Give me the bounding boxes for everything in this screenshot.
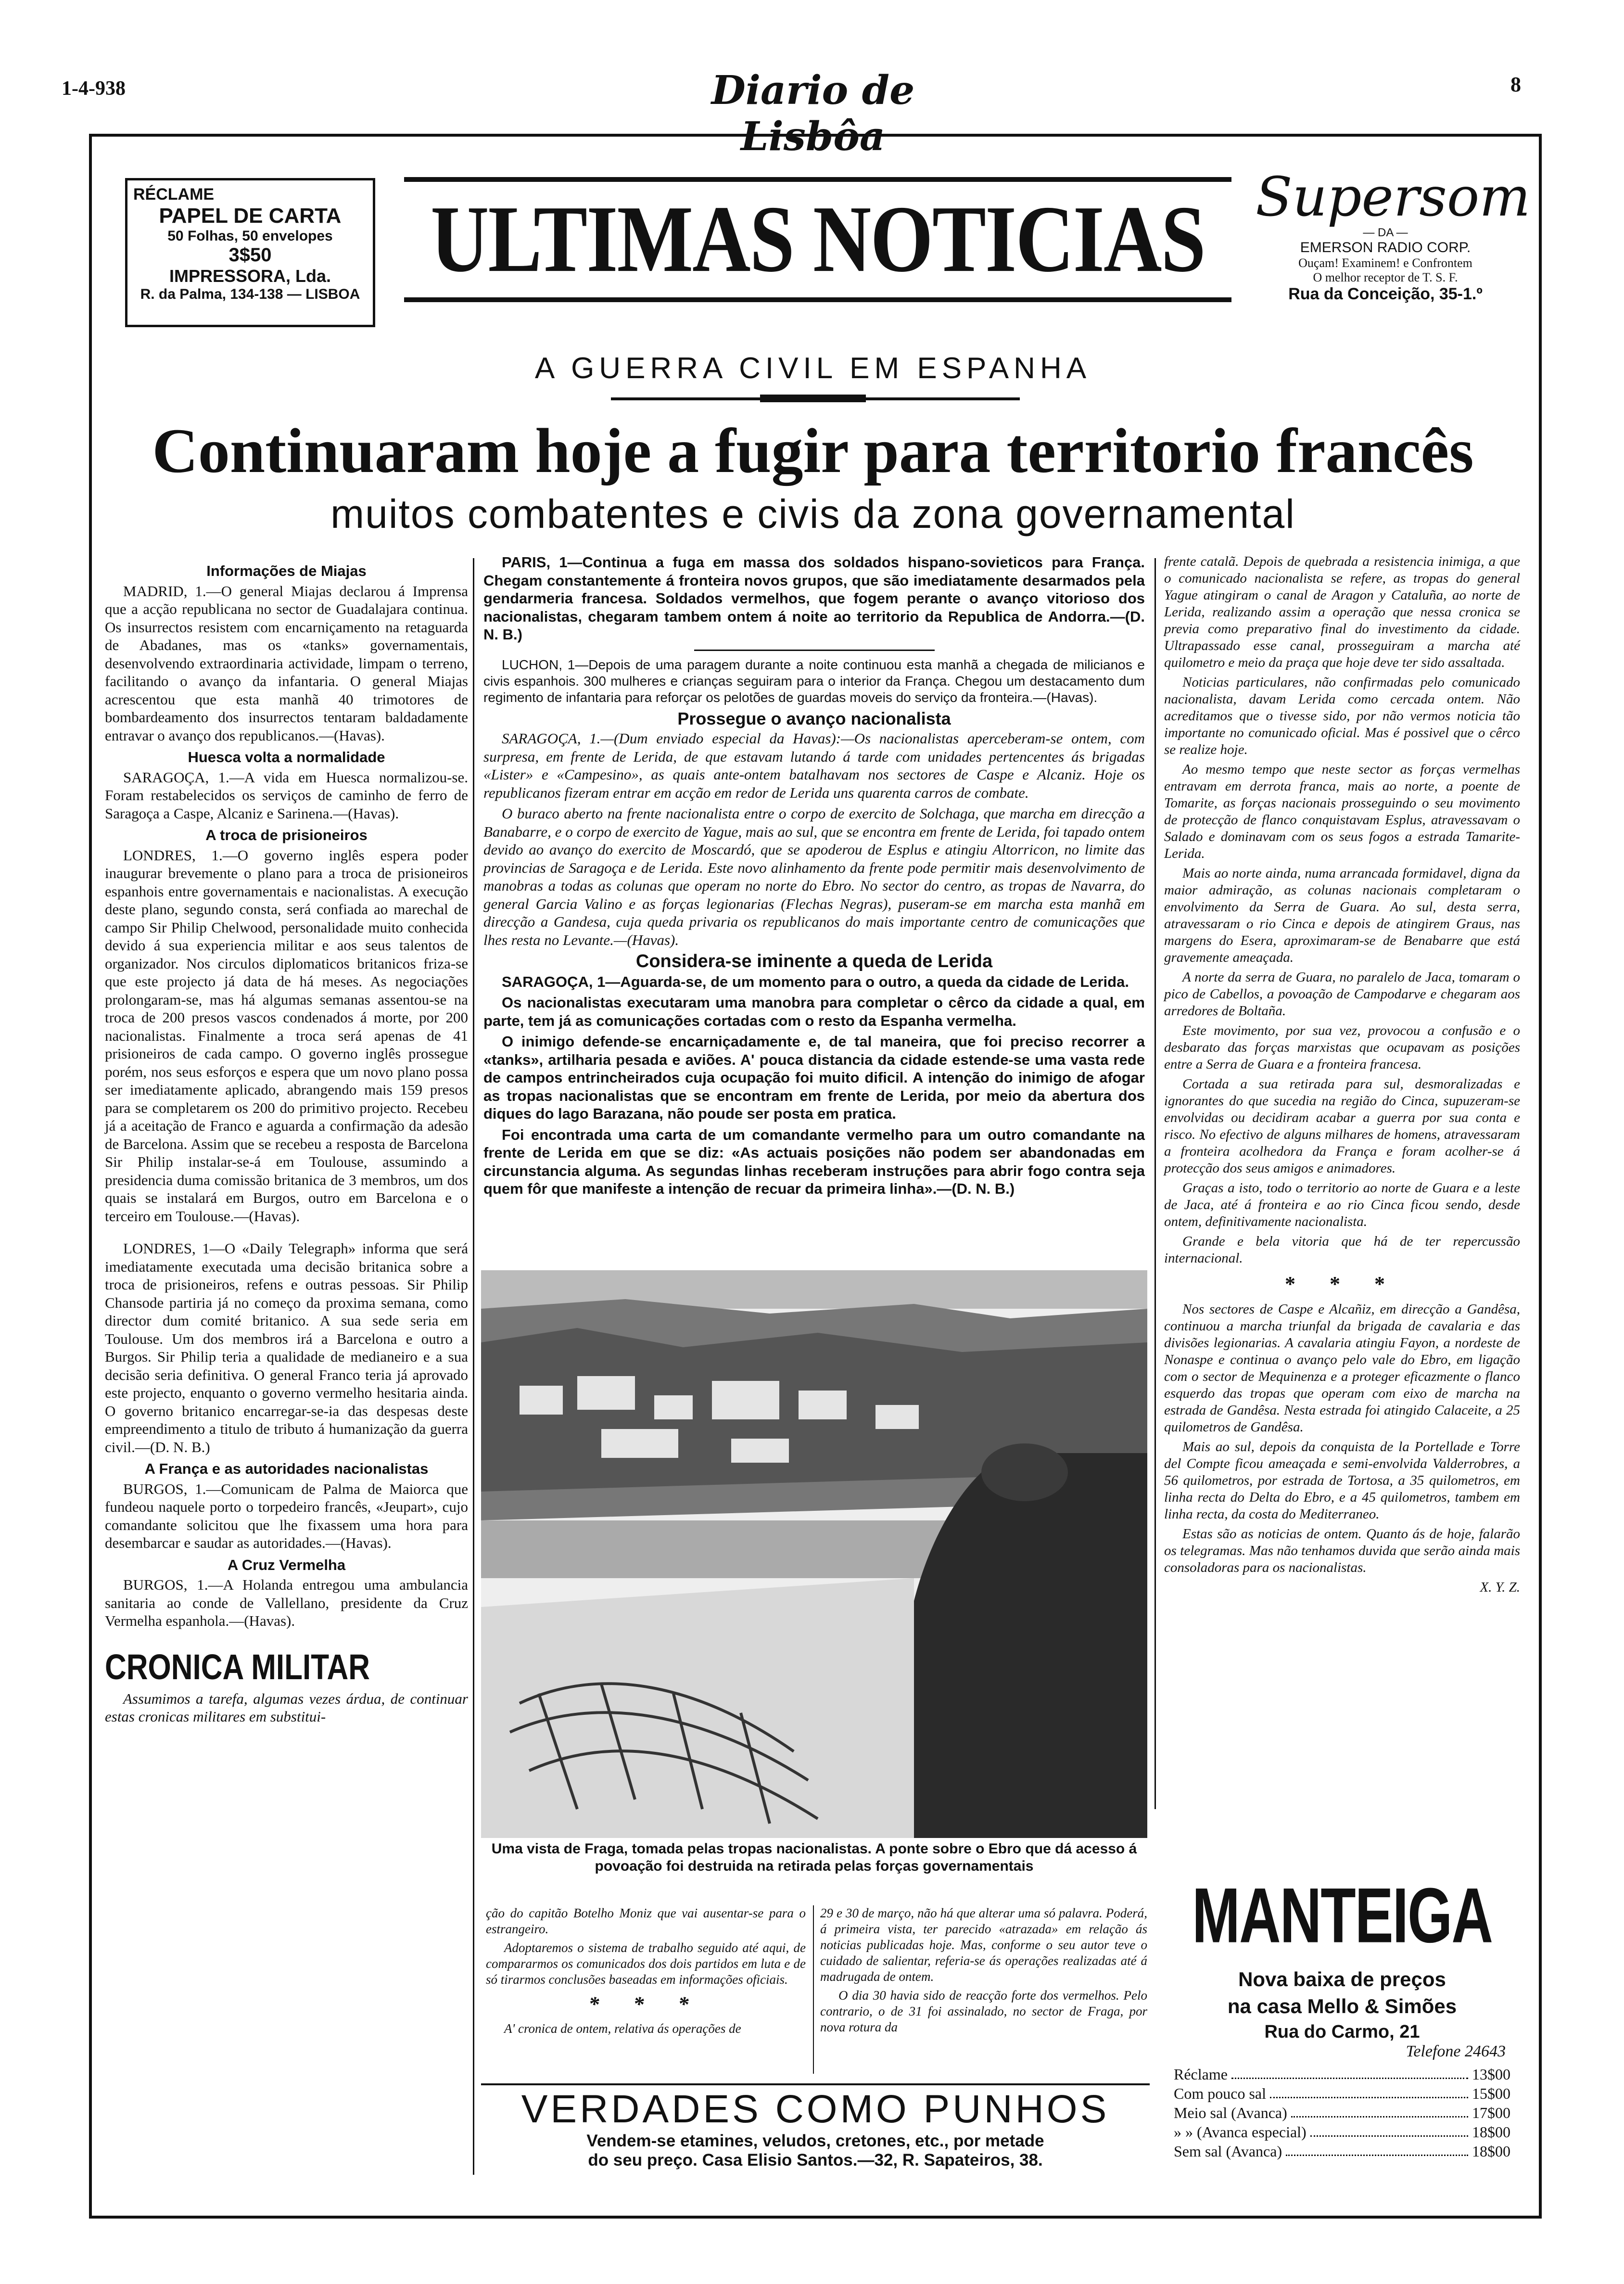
ad-supersom-brand: Supersom: [1256, 166, 1531, 229]
article-lerida-2: Os nacionalistas executaram uma manobra para completar o cêrco da cidade a qual, em parte, tem já as comunicações cortadas com o resto da Espanha vermelha.: [483, 994, 1149, 1029]
ad-papel-de-carta: [125, 178, 375, 327]
subheadline: muitos combatentes e civis da zona governamental: [330, 491, 1295, 536]
article-franca: BURGOS, 1.—Comunicam de Palma de Maiorca que fundeou naquele porto o torpedeiro francês, «Jeupart», cujo comandante solicitou que lhe fixassem uma hora para desembarcar e saudar as autoridades.—(Havas).: [105, 1480, 472, 1551]
right-p3: Ao mesmo tempo que neste sector as forças vermelhas entravam em derrota franca, mais ao norte, a poente de Tomarite, as forças nacionais prosseguindo o seu movimento de protecção de flanco conquistavam Esplus, atravessavam o Salado e dominavam com os seus fogos a estrada Tamarite-Lerida.: [1164, 762, 1524, 861]
page-date: 1-4-938: [62, 77, 126, 100]
price-item-value: 15$00: [1472, 2085, 1510, 2102]
article-cruz-vermelha: BURGOS, 1.—A Holanda entregou uma ambulancia sanitaria ao conde de Vallellano, presidente da Cruz Vermelha espanhola.—(Havas).: [105, 1576, 472, 1629]
ad-manteiga: [1164, 1867, 1520, 2175]
article-lerida-3: O inimigo defende-se encarniçadamente e, de tal maneira, que foi preciso recorrer a «tanks», artilharia pesada e aviões. A' pouca distancia da cidade estende-se uma vasta rede de campos entrincheirados cuja ocupação foi muito dificil. A intenção do inimigo de afogar as tropas nacionalistas que se encontram em frente de Lerida, por meio da abertura dos diques do lago Barazana, não poude ser posta em pratica.: [483, 1033, 1149, 1122]
right-p4: Mais ao norte ainda, numa arrancada formidavel, digna da maior admiração, as colunas nacionais completaram o envolvimento da Serra de Guara. Ao sul, desta serra, atravessaram o rio Cinca e depois de atingirem Graus, nas margens do Esera, aproximaram-se de Benabarre que está gravemente ameaçada.: [1164, 866, 1524, 965]
section-title: ULTIMAS NOTICIAS: [431, 186, 1205, 292]
ad-supersom-address: Rua da Conceição, 35-1.º: [1288, 285, 1483, 303]
price-leader: [1270, 2084, 1468, 2098]
heading-troca: A troca de prisioneiros: [205, 827, 368, 843]
ad-papel-line3: 50 Folhas, 50 envelopes: [167, 228, 333, 244]
left-column: [105, 558, 472, 2165]
price-leader: [1291, 2103, 1468, 2118]
paris-divider: [694, 650, 935, 651]
page-number: 8: [1510, 73, 1521, 96]
center-column: [483, 553, 1149, 1268]
cronica-cont-4: 29 e 30 de março, não há que alterar uma só palavra. Poderá, á primeira vista, ter parecido «atrazada» em relação ás noticias publicadas hoje. Mas, conforme o seu autor teve o cuidado de salientar, referia-se ás operações realizadas até á madrugada de ontem.: [820, 1906, 1151, 1984]
heading-cronica-militar: CRONICA MILITAR: [105, 1647, 370, 1687]
article-cronica-militar: Assumimos a tarefa, algumas vezes árdua, de continuar estas cronicas militares em substitui-: [105, 1690, 472, 1725]
section-title-box: [404, 177, 1231, 302]
photo-fraga: [481, 1270, 1147, 1838]
ad-papel-price: 3$50: [228, 244, 272, 266]
ad-papel-address: R. da Palma, 134-138 — LISBOA: [140, 286, 360, 302]
ad-verdades-line2: do seu preço. Casa Elisio Santos.—32, R. Sapateiros, 38.: [588, 2151, 1043, 2169]
article-saragoca-2: O buraco aberto na frente nacionalista entre o corpo de exercito de Solchaga, que marcha em direcção a Banabarre, e o corpo de exercito de Yague, mais ao sul, que se encontra em frente de Lerida, foi tapado ontem devido ao avanço do exercito de Moscardó, que se apoderou de Esplus e atingiu Altorricon, no limite das provincias de Saragoça e de Lerida. Este novo alinhamento da frente pode permitir mais desenvolvimento de manobras a todas as colunas que operam no norte do Ebro. No sector do centro, as tropas de Navarra, do general Garcia Valino e as forças legionarias (Flechas Negras), puseram-se em marcha esta manhã em direcção a Gandesa, cuja queda privaria os republicanos do mais importante centro de comunicações que lhes resta no Levante.—(Havas).: [483, 805, 1149, 948]
ad-verdades-line1: Vendem-se etamines, veludos, cretones, etc., por metade: [586, 2131, 1044, 2150]
price-item-name: Meio sal (Avanca): [1174, 2104, 1287, 2121]
cronica-cont-1: ção do capitão Botelho Moniz que vai ausentar-se para o estrangeiro.: [486, 1906, 809, 1936]
ad-manteiga-line3: Rua do Carmo, 21: [1264, 2022, 1420, 2042]
price-row: [1164, 2065, 1520, 2084]
price-item-value: 17$00: [1472, 2104, 1510, 2121]
bottom-center-right: [820, 1905, 1151, 2079]
ad-supersom-slogan2: O melhor receptor de T. S. F.: [1313, 270, 1458, 284]
ad-verdades: [481, 2083, 1150, 2167]
photo-caption: Uma vista de Fraga, tomada pelas tropas nacionalistas. A ponte sobre o Ebro que dá acesso á povoação foi destruida na retirada pelas forças governamentais: [491, 1841, 1137, 1874]
ad-supersom-slogan1: Ouçam! Examinem! e Confrontem: [1298, 256, 1472, 270]
cronica-cont-3: A' cronica de ontem, relativa ás operações de: [504, 2021, 741, 2036]
heading-cruz-vermelha: A Cruz Vermelha: [227, 1556, 346, 1573]
right-p5: A norte da serra de Guara, no paralelo de Jaca, tomaram o pico de Cabellos, a povoação de Campodarve e chegaram aos arredores de Boltaña.: [1164, 970, 1524, 1019]
article-troca-2: LONDRES, 1—O «Daily Telegraph» informa que será imediatamente executada uma decisão britanica sobre a troca de prisioneiros, refens e outras pessoas. Sir Philip Chansode partiria já no começo da proxima semana, como director dum comité britanico. A sua sede seria em Toulouse. Um dos membros irá a Barcelona e outro a Burgos. Sir Philip teria a qualidade de medianeiro e a sua decisão seria definitiva. O general Franco teria já aprovado este projecto, enquanto o governo vermelho hesitaria ainda. O governo britanico encarregar-se-ia das despesas deste empreendimento a titulo de tributo á humanização da guerra civil.—(D. N. B.): [105, 1240, 472, 1455]
column-divider-left: [473, 558, 474, 2175]
right-p11: Mais ao sul, depois da conquista de la Portellade e Torre del Compte ficou ameaçada e semi-envolvida Valderrobres, a 56 quilometros, por estrada de Tortosa, a 35 quilometros, em linha recta do Delta do Ebro, e a 45 quilometros, tambem em linha recta, da costa do Mediterraneo.: [1164, 1439, 1524, 1522]
article-paris: PARIS, 1—Continua a fuga em massa dos soldados hispano-sovieticos para França. Chegam constantemente á fronteira novos grupos, que são imediatamente desarmados pela gendarmeria francesa. Soldados vermelhos, que fogem perante o avanço vitorioso dos nacionalistas, chegaram tambem ontem á noite ao territorio da Republica de Andorra.—(D. N. B.): [483, 554, 1149, 643]
masthead: Diario de Lisbôa: [711, 67, 915, 160]
bottom-center-left: [486, 1905, 809, 2079]
right-p6: Este movimento, por sua vez, provocou a confusão e o desbarato das forças marxistas que ocupavam as posições entre a Serra de Guara e a fronteira francesa.: [1164, 1023, 1524, 1072]
ad-supersom: [1256, 166, 1531, 327]
price-leader: [1286, 2142, 1468, 2156]
price-item-value: 13$00: [1472, 2066, 1510, 2083]
kicker-line: A GUERRA CIVIL EM ESPANHA: [534, 352, 1091, 385]
article-lerida-4: Foi encontrada uma carta de um comandante vermelho para um outro comandante na frente de Lerida em que se diz: «As actuais posições não podem ser abandonadas em circunstancia alguma. As segundas linhas receberam instruções para abrir fogo contra seja quem fôr que manifeste a intenção de recuar da primeira linha».—(D. N. B.): [483, 1126, 1149, 1197]
ad-manteiga-line1: Nova baixa de preços: [1238, 1968, 1446, 1991]
right-p2: Noticias particulares, não confirmadas pelo comunicado nacionalista, davam Lerida como cercada ontem. Não acreditamos que o tivesse sido, por não vermos noticia tão importante no comunicado oficial. Mas é possivel que o cêrco se realize hoje.: [1164, 675, 1524, 757]
right-stars: * * *: [1285, 1272, 1399, 1296]
heading-huesca: Huesca volta a normalidade: [188, 749, 385, 766]
heading-prossegue: Prossegue o avanço nacionalista: [677, 708, 951, 728]
cronica-stars: * * *: [588, 1992, 703, 2016]
price-item-value: 18$00: [1472, 2123, 1510, 2141]
ad-verdades-title: VERDADES COMO PUNHOS: [521, 2087, 1110, 2131]
price-item-name: » » (Avanca especial): [1174, 2123, 1307, 2141]
price-row: [1164, 2084, 1520, 2103]
ad-manteiga-phone: Telefone 24643: [1406, 2042, 1506, 2060]
price-item-name: Réclame: [1174, 2066, 1228, 2083]
article-lerida-1: SARAGOÇA, 1—Aguarda-se, de um momento para o outro, a queda da cidade de Lerida.: [502, 973, 1129, 990]
cronica-cont-5: O dia 30 havia sido de reacção forte dos vermelhos. Pelo contrario, o de 31 foi assinalado, no sector de Fraga, por nova rotura da: [820, 1988, 1151, 2034]
headline: Continuaram hoje a fugir para territorio francês: [152, 415, 1474, 486]
price-row: [1164, 2142, 1520, 2161]
cronica-cont-2: Adoptaremos o sistema de trabalho seguido até aqui, de compararmos os comunicados dos dois partidos em luta e de só tirarmos conclusões baseadas em informações oficiais.: [486, 1940, 809, 1987]
ad-supersom-company: EMERSON RADIO CORP.: [1300, 240, 1471, 255]
ad-manteiga-line2: na casa Mello & Simões: [1227, 1995, 1457, 2017]
article-troca-1: LONDRES, 1.—O governo inglês espera poder inaugurar brevemente o plano para a troca de prisioneiros espanhois entre governamentais e nacionalistas. A execução deste plano, segundo consta, será confiada ao marechal de campo Sir Philip Chelwood, personalidade muito conhecida devido á sua experiencia militar e aos seus talentos de organizador. Nos circulos diplomaticos britanicos friza-se que este projecto já data de há meses. As negociações prolongaram-se, mas há algumas semanas assentou-se na troca de 200 presos vascos condenados á morte, por 200 nacionalistas. Finalmente a troca será apenas de 41 prisioneiros de cada campo. O governo inglês prossegue porém, nos seus esforços e espera que um novo plano possa ser imediatamente aplicado, abrangendo mais 159 presos para se completarem os 200 do primitivo projecto. Recebeu já a aceitação de Franco e aguarda a confirmação da adesão de Barcelona. Assim que se recebeu a resposta de Barcelona Sir Philip instalar-se-á em Toulouse, assumindo a presidencia duma comissão britanica de 3 membros, um dos quais se instalará em Burgos, outro em Barcelona e o terceiro em Toulouse.—(Havas).: [105, 846, 472, 1225]
ad-manteiga-title: MANTEIGA: [1192, 1872, 1492, 1959]
price-leader: [1310, 2122, 1468, 2137]
price-row: [1164, 2122, 1520, 2142]
column-divider-right: [1155, 558, 1156, 1809]
price-row: [1164, 2103, 1520, 2122]
right-p8: Graças a isto, todo o territorio ao norte de Guara e a leste de Jaca, até á fronteira e ao rio Cinca ficou sendo, desde ontem, definitivamente nacionalista.: [1164, 1180, 1524, 1229]
article-saragoca-1: SARAGOÇA, 1.—(Dum enviado especial da Havas):—Os nacionalistas aperceberam-se ontem, com surpresa, em frente de Lerida, de que estavam lutando á tarde com unidades pertencentes ás brigadas «Lister» e «Campesino», as quais ante-ontem batalhavam nos sectores de Caspe e Alcaniz. Hoje os republicanos fizeram entrar em acção em redor de Lerida uns quarenta carros de combate.: [483, 730, 1149, 801]
article-luchon: LUCHON, 1—Depois de uma paragem durante a noite continuou esta manhã a chegada de milicianos e civis espanhois. 300 mulheres e crianças seguiram para o interior da França. Chegou um destacamento dum regimento de infantaria para reforçar os pelotões de guardas moveis do serviço da fronteira.—(Havas).: [483, 657, 1149, 705]
right-p12: Estas são as noticias de ontem. Quanto ás de hoje, falarão os telegramas. Mas não tenhamos duvida que serão ainda mais consoladoras para os nacionalistas.: [1164, 1526, 1524, 1575]
ad-papel-line2: PAPEL DE CARTA: [159, 204, 342, 228]
price-leader: [1231, 2065, 1468, 2079]
bottom-center-divider: [813, 1905, 814, 2074]
price-item-name: Com pouco sal: [1174, 2085, 1266, 2102]
ad-supersom-da: — DA —: [1363, 226, 1408, 239]
photo-fraga-image: [481, 1270, 1147, 1838]
ad-papel-line1: RÉCLAME: [133, 185, 215, 204]
heading-miajas: Informações de Miajas: [206, 562, 367, 579]
right-p7: Cortada a sua retirada para sul, desmoralizadas e ignorantes do que sucedia na região do Cinca, supuzeram-se envolvidas ou decidiram acabar a guerra por sua conta e risco. No efectivo de alguns milhares de homens, atravessaram a fronteira acolhedora da França e foram acolher-se á protecção dos seus amigos e animadores.: [1164, 1076, 1524, 1176]
heading-franca: A França e as autoridades nacionalistas: [144, 1460, 429, 1477]
kicker-divider-center: [760, 395, 866, 402]
right-p9: Grande e bela vitoria que há de ter repercussão internacional.: [1164, 1234, 1524, 1266]
ad-manteiga-prices: [1164, 2065, 1520, 2161]
right-p1: frente catalã. Depois de quebrada a resistencia inimiga, a que o comunicado nacionalista se refere, as tropas do general Yague atingiram o canal de Aragon y Cataluña, ao norte de Lerida, realizando assim a operação que nessa cronica se previa como preparativo final do investimento da cidade. Ultrapassado esse canal, prosseguiram a marcha até quilometro e meio da praça que hoje deve ter sido assaltada.: [1164, 554, 1524, 670]
article-miajas: MADRID, 1.—O general Miajas declarou á Imprensa que a acção republicana no sector de Guadalajara continua. Os insurrectos resistem com encarniçamento na retaguarda de Abadanes, mas os «tanks» governamentais, desenvolvendo extraordinaria actividade, limpam o terreno, facilitando o avanço da infantaria. O general Miajas acrescentou que esta manhã 40 trimotores de bombardeamento dos insurrectos tentaram baldadamente entravar o avanço dos republicanos.—(Havas).: [105, 582, 472, 744]
price-item-value: 18$00: [1472, 2143, 1510, 2160]
right-p10: Nos sectores de Caspe e Alcañiz, em direcção a Gandêsa, continuou a marcha triunfal da brigada de cavalaria e das divisões legionarias. A cavalaria atingiu Fayon, a nordeste de Nonaspe e continua o avanço pelo vale do Ebro, em ligação com o sector de Mequinenza e a proteger eficazmente o flanco esquerdo das tropas que operam com eixo de marcha na estrada de Gandêsa. Nesta estrada foi atingido Calaceite, a 25 quilometros de Gandêsa.: [1164, 1301, 1524, 1435]
right-column: [1164, 553, 1524, 1862]
price-item-name: Sem sal (Avanca): [1174, 2143, 1282, 2160]
right-author: X. Y. Z.: [1480, 1580, 1520, 1595]
ad-papel-company: IMPRESSORA, Lda.: [169, 266, 331, 286]
article-huesca: SARAGOÇA, 1.—A vida em Huesca normalizou-se. Foram restabelecidos os serviços de caminho de ferro de Saragoça a Caspe, Alcaniz e Sarinena.—(Havas).: [105, 768, 472, 822]
heading-lerida: Considera-se iminente a queda de Lerida: [635, 951, 993, 971]
